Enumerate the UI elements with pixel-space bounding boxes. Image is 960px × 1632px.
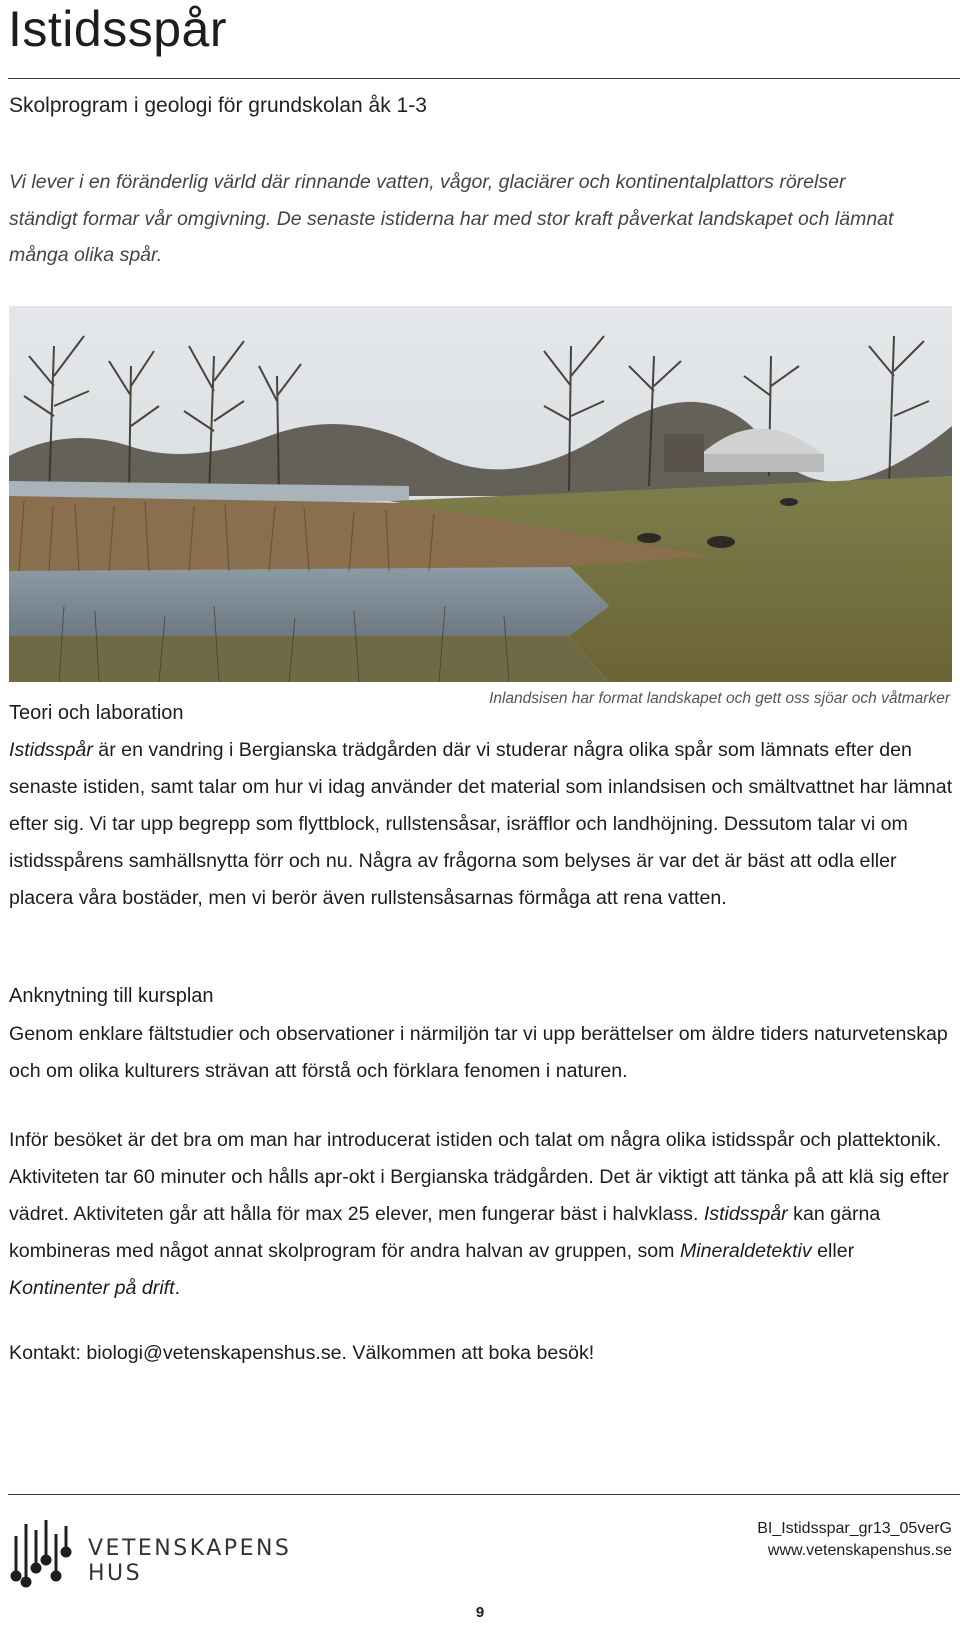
program-kontinenter: Kontinenter på drift — [9, 1277, 175, 1299]
preparation-body-2: kan gärna kombineras med något annat skolprogram för andra halvan av gruppen, som — [9, 1203, 881, 1262]
preparation-body-4: . — [174, 1277, 181, 1299]
program-mineraldetektiv: Mineraldetektiv — [679, 1240, 812, 1262]
footer-info — [757, 1518, 952, 1562]
section-heading-theory: Teori och laboration — [9, 702, 184, 724]
page-subtitle: Skolprogram i geologi för grundskolan åk 1-3 — [9, 94, 427, 117]
theory-body: är en vandring i Bergianska trädgården där vi studerar några olika spår som lämnats efter den senaste istiden, samt talar om hur vi idag använder det material som inlandsisen och smältvattnet har lämnat efter sig. Vi tar upp begrepp som flyttblock, rullstensåsar, isräfflor och landhöjning. Dessutom talar vi om istidsspårens samhällsnytta förr och nu. Några av frågorna som belyses är var det är bäst att odla eller placera våra bostäder, men vi berör även rullstensåsarnas förmåga att rena vatten. — [9, 739, 953, 909]
preparation-body-1: är det bra om man har introducerat istiden och talat om några olika istidsspår och plattektonik. Aktiviteten tar 60 minuter och hålls apr-okt i Bergianska trädgården. Det är viktigt att tänka på att klä sig efter vädret. Aktiviteten går att hålla för max 25 elever, men fungerar bäst i halvklass. — [9, 1129, 949, 1225]
page-title: Istidsspår — [8, 1, 227, 57]
vetenskapens-hus-logo — [10, 1516, 300, 1588]
contact-label: Kontakt — [9, 1342, 76, 1364]
program-name: Istidsspår — [9, 739, 93, 761]
preparation-body-3: eller — [811, 1240, 855, 1262]
title-divider — [8, 78, 960, 79]
logo-text: VETENSKAPENS HUS — [88, 1536, 292, 1586]
footer-divider — [8, 1494, 960, 1495]
landscape-photo — [9, 306, 952, 682]
section-curriculum-text: Genom enklare fältstudier och observationer i närmiljön tar vi upp berättelser om äldre tiders naturvetenskap och om olika kulturers strävan att förstå och förklara fenomen i naturen. — [9, 1023, 948, 1082]
intro-text: Vi lever i en föränderlig värld där rinnande vatten, vågor, glaciärer och kontinentalplattors rörelser ständigt formar vår omgivning. De senaste istiderna har med stor kraft påverkat landskapet och lämnat många olika spår. — [9, 171, 894, 266]
website-link[interactable]: www.vetenskapenshus.se — [767, 1542, 952, 1559]
photo-caption: Inlandsisen har format landskapet och gett oss sjöar och våtmarker — [489, 690, 950, 707]
contact-text[interactable]: : biologi@vetenskapenshus.se. Välkommen att boka besök! — [75, 1342, 595, 1364]
section-preparation-text — [9, 1122, 954, 1307]
program-name-ref: Istidsspår — [703, 1203, 788, 1225]
page-number: 9 — [475, 1604, 485, 1621]
document-id: BI_Istidsspar_gr13_05verG — [757, 1520, 952, 1537]
preparation-lead: Inför besöket — [9, 1129, 123, 1151]
section-heading-curriculum: Anknytning till kursplan — [9, 985, 214, 1007]
section-theory-text — [9, 732, 954, 917]
contact-line — [9, 1335, 954, 1372]
